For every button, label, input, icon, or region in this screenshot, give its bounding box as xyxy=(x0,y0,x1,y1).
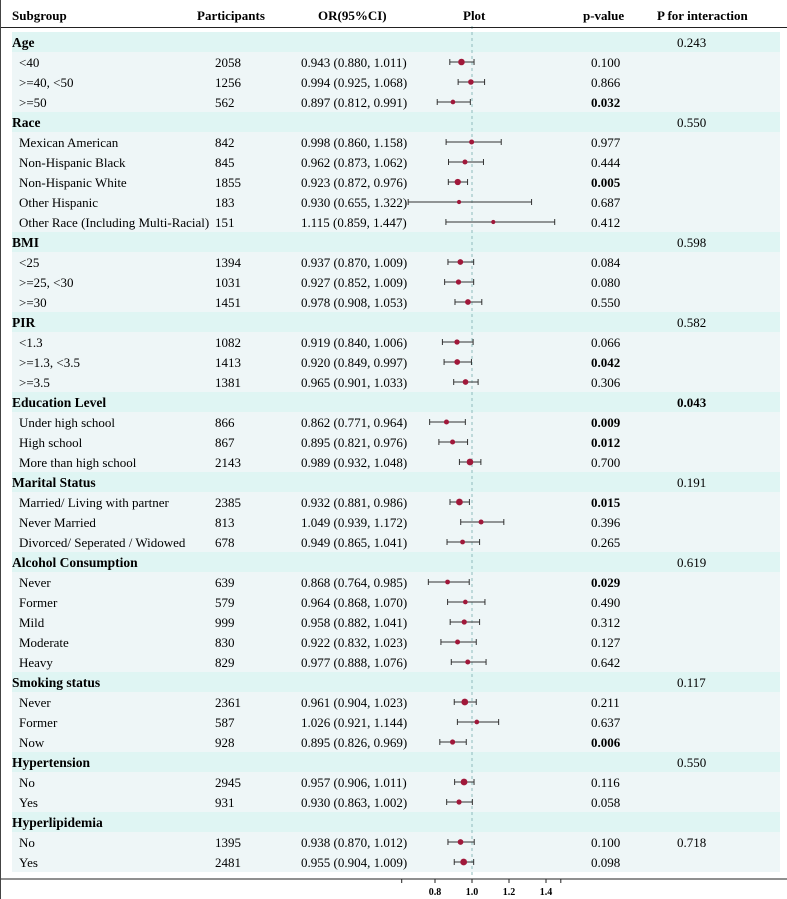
subgroup-label: Mild xyxy=(19,615,45,630)
participants-count: 1256 xyxy=(215,75,241,90)
participants-count: 931 xyxy=(215,795,235,810)
point-estimate xyxy=(451,100,456,105)
subgroup-label: Former xyxy=(19,595,58,610)
p-interaction: 0.582 xyxy=(677,315,707,330)
point-estimate xyxy=(455,179,461,185)
point-estimate xyxy=(461,779,468,786)
subgroup-label: Now xyxy=(19,735,45,750)
point-estimate xyxy=(445,580,450,585)
p-value: 0.490 xyxy=(591,595,621,610)
or-ci-text: 0.965 (0.901, 1.033) xyxy=(301,375,408,390)
p-value: 0.100 xyxy=(591,835,621,850)
or-ci-text: 0.868 (0.764, 0.985) xyxy=(301,575,408,590)
group-title: Smoking status xyxy=(12,675,101,690)
group-band xyxy=(12,752,780,772)
header-pvalue: p-value xyxy=(583,8,625,23)
participants-count: 2945 xyxy=(215,775,241,790)
point-estimate xyxy=(460,859,467,866)
or-ci-text: 0.930 (0.655, 1.322) xyxy=(301,195,408,210)
subgroup-label: No xyxy=(19,775,35,790)
or-ci-text: 0.895 (0.821, 0.976) xyxy=(301,435,408,450)
subgroup-label: Yes xyxy=(19,855,38,870)
p-interaction: 0.243 xyxy=(677,35,707,50)
participants-count: 1855 xyxy=(215,175,241,190)
point-estimate xyxy=(462,619,467,624)
group-title: Hyperlipidemia xyxy=(12,815,103,830)
subgroup-label: Former xyxy=(19,715,58,730)
x-tick-label: 0.8 xyxy=(428,887,442,898)
group-band xyxy=(12,812,780,832)
or-ci-text: 0.862 (0.771, 0.964) xyxy=(301,415,408,430)
p-value: 0.412 xyxy=(591,215,621,230)
p-value: 0.058 xyxy=(591,795,621,810)
participants-count: 845 xyxy=(215,155,235,170)
p-value: 0.006 xyxy=(591,735,621,750)
participants-count: 829 xyxy=(215,655,235,670)
participants-count: 183 xyxy=(215,195,235,210)
participants-count: 2481 xyxy=(215,855,241,870)
participants-count: 1394 xyxy=(215,255,241,270)
group-title: Marital Status xyxy=(12,475,96,490)
or-ci-text: 0.958 (0.882, 1.041) xyxy=(301,615,408,630)
subgroup-label: <1.3 xyxy=(19,335,43,350)
p-interaction: 0.619 xyxy=(677,555,707,570)
subgroup-label: High school xyxy=(19,435,83,450)
participants-count: 928 xyxy=(215,735,235,750)
group-title: Race xyxy=(12,115,41,130)
participants-count: 579 xyxy=(215,595,235,610)
point-estimate xyxy=(467,459,474,466)
participants-count: 1413 xyxy=(215,355,241,370)
header-pinteraction: P for interaction xyxy=(657,8,748,23)
header-row xyxy=(12,8,749,23)
or-ci-text: 0.938 (0.870, 1.012) xyxy=(301,835,408,850)
participants-count: 842 xyxy=(215,135,235,150)
participants-count: 2361 xyxy=(215,695,241,710)
x-tick-label: 1.4 xyxy=(539,887,553,898)
p-interaction: 0.718 xyxy=(677,835,707,850)
p-interaction: 0.043 xyxy=(677,395,707,410)
point-estimate xyxy=(455,639,460,644)
point-estimate xyxy=(450,439,455,444)
point-estimate xyxy=(465,659,470,664)
subgroup-label: >=25, <30 xyxy=(19,275,74,290)
or-ci-text: 0.932 (0.881, 0.986) xyxy=(301,495,408,510)
point-estimate xyxy=(444,419,449,424)
group-title: Age xyxy=(12,35,35,50)
participants-count: 1381 xyxy=(215,375,241,390)
or-ci-text: 0.978 (0.908, 1.053) xyxy=(301,295,408,310)
point-estimate xyxy=(456,499,463,506)
p-value: 0.127 xyxy=(591,635,621,650)
p-interaction: 0.550 xyxy=(677,115,707,130)
subgroup-label: >=1.3, <3.5 xyxy=(19,355,80,370)
or-ci-text: 0.922 (0.832, 1.023) xyxy=(301,635,408,650)
p-value: 0.306 xyxy=(591,375,621,390)
subgroup-label: Heavy xyxy=(19,655,53,670)
participants-count: 151 xyxy=(215,215,235,230)
or-ci-text: 0.927 (0.852, 1.009) xyxy=(301,275,408,290)
point-estimate xyxy=(468,79,474,85)
group-title: BMI xyxy=(12,235,39,250)
p-value: 0.550 xyxy=(591,295,621,310)
p-value: 0.687 xyxy=(591,195,621,210)
subgroup-label: No xyxy=(19,835,35,850)
or-ci-text: 0.949 (0.865, 1.041) xyxy=(301,535,408,550)
participants-count: 830 xyxy=(215,635,235,650)
participants-count: 867 xyxy=(215,435,235,450)
point-estimate xyxy=(469,139,474,144)
participants-count: 813 xyxy=(215,515,235,530)
subgroup-label: <40 xyxy=(19,55,40,70)
p-value: 0.015 xyxy=(591,495,621,510)
x-tick-label: 1.2 xyxy=(502,887,516,898)
subgroup-label: Never xyxy=(19,575,51,590)
group-title: Education Level xyxy=(12,395,107,410)
subgroup-label: Non-Hispanic White xyxy=(19,175,127,190)
participants-count: 1451 xyxy=(215,295,241,310)
p-value: 0.265 xyxy=(591,535,621,550)
subgroup-label: More than high school xyxy=(19,455,137,470)
subgroup-label: Married/ Living with partner xyxy=(19,495,169,510)
header-subgroup: Subgroup xyxy=(12,8,67,23)
p-value: 0.098 xyxy=(591,855,621,870)
or-ci-text: 0.964 (0.868, 1.070) xyxy=(301,595,408,610)
point-estimate xyxy=(457,200,461,204)
p-value: 0.396 xyxy=(591,515,621,530)
point-estimate xyxy=(465,299,471,305)
p-value: 0.444 xyxy=(591,155,621,170)
point-estimate xyxy=(463,600,468,605)
participants-count: 999 xyxy=(215,615,235,630)
p-value: 0.100 xyxy=(591,55,621,70)
point-estimate xyxy=(462,159,467,164)
or-ci-text: 0.897 (0.812, 0.991) xyxy=(301,95,408,110)
group-title: PIR xyxy=(12,315,36,330)
point-estimate xyxy=(456,799,461,804)
group-band xyxy=(12,232,780,252)
participants-count: 678 xyxy=(215,535,235,550)
p-interaction: 0.117 xyxy=(677,675,706,690)
subgroup-label: <25 xyxy=(19,255,40,270)
p-value: 0.009 xyxy=(591,415,621,430)
subgroup-label: Under high school xyxy=(19,415,116,430)
or-ci-text: 0.955 (0.904, 1.009) xyxy=(301,855,408,870)
participants-count: 1395 xyxy=(215,835,241,850)
point-estimate xyxy=(491,220,495,224)
or-ci-text: 1.115 (0.859, 1.447) xyxy=(301,215,407,230)
participants-count: 639 xyxy=(215,575,235,590)
header-plot: Plot xyxy=(463,8,486,23)
p-value: 0.066 xyxy=(591,335,621,350)
p-value: 0.977 xyxy=(591,135,621,150)
participants-count: 562 xyxy=(215,95,235,110)
subgroup-label: >=30 xyxy=(19,295,47,310)
x-tick-label: 1.0 xyxy=(465,887,479,898)
subgroup-label: Never Married xyxy=(19,515,96,530)
p-interaction: 0.550 xyxy=(677,755,707,770)
point-estimate xyxy=(474,720,479,725)
participants-count: 1031 xyxy=(215,275,241,290)
p-interaction: 0.598 xyxy=(677,235,707,250)
or-ci-text: 0.962 (0.873, 1.062) xyxy=(301,155,408,170)
or-ci-text: 0.895 (0.826, 0.969) xyxy=(301,735,408,750)
point-estimate xyxy=(463,379,469,385)
or-ci-text: 0.919 (0.840, 1.006) xyxy=(301,335,408,350)
or-ci-text: 0.957 (0.906, 1.011) xyxy=(301,775,407,790)
point-estimate xyxy=(450,739,455,744)
p-value: 0.211 xyxy=(591,695,620,710)
p-value: 0.080 xyxy=(591,275,621,290)
group-band xyxy=(12,392,780,412)
point-estimate xyxy=(454,359,460,365)
point-estimate xyxy=(457,259,463,265)
or-ci-text: 0.998 (0.860, 1.158) xyxy=(301,135,408,150)
or-ci-text: 0.961 (0.904, 1.023) xyxy=(301,695,408,710)
or-ci-text: 0.994 (0.925, 1.068) xyxy=(301,75,408,90)
participants-count: 2385 xyxy=(215,495,241,510)
subgroup-label: Never xyxy=(19,695,51,710)
p-value: 0.637 xyxy=(591,715,621,730)
subgroup-label: Moderate xyxy=(19,635,69,650)
p-value: 0.032 xyxy=(591,95,621,110)
point-estimate xyxy=(454,339,459,344)
group-band xyxy=(12,672,780,692)
point-estimate xyxy=(460,540,465,545)
p-value: 0.012 xyxy=(591,435,621,450)
p-value: 0.642 xyxy=(591,655,621,670)
point-estimate xyxy=(479,519,484,524)
subgroup-label: Non-Hispanic Black xyxy=(19,155,126,170)
participants-count: 2143 xyxy=(215,455,241,470)
p-value: 0.866 xyxy=(591,75,621,90)
or-ci-text: 0.989 (0.932, 1.048) xyxy=(301,455,408,470)
p-value: 0.029 xyxy=(591,575,621,590)
group-band xyxy=(12,32,780,52)
subgroup-label: >=3.5 xyxy=(19,375,50,390)
group-title: Hypertension xyxy=(12,755,91,770)
or-ci-text: 0.937 (0.870, 1.009) xyxy=(301,255,408,270)
participants-count: 2058 xyxy=(215,55,241,70)
header-or: OR(95%CI) xyxy=(318,8,387,23)
header-participants: Participants xyxy=(197,8,265,23)
or-ci-text: 0.923 (0.872, 0.976) xyxy=(301,175,408,190)
or-ci-text: 1.049 (0.939, 1.172) xyxy=(301,515,408,530)
or-ci-text: 0.977 (0.888, 1.076) xyxy=(301,655,408,670)
point-estimate xyxy=(458,59,465,66)
group-band xyxy=(12,472,780,492)
point-estimate xyxy=(456,279,461,284)
participants-count: 866 xyxy=(215,415,235,430)
group-band xyxy=(12,312,780,332)
point-estimate xyxy=(458,839,464,845)
or-ci-text: 1.026 (0.921, 1.144) xyxy=(301,715,408,730)
group-title: Alcohol Consumption xyxy=(12,555,138,570)
subgroup-label: Mexican American xyxy=(19,135,119,150)
subgroup-label: Divorced/ Seperated / Widowed xyxy=(19,535,186,550)
or-ci-text: 0.930 (0.863, 1.002) xyxy=(301,795,408,810)
p-value: 0.005 xyxy=(591,175,621,190)
or-ci-text: 0.920 (0.849, 0.997) xyxy=(301,355,408,370)
subgroup-label: Other Hispanic xyxy=(19,195,99,210)
or-ci-text: 0.943 (0.880, 1.011) xyxy=(301,55,407,70)
subgroup-label: Other Race (Including Multi-Racial) xyxy=(19,215,210,230)
point-estimate xyxy=(461,699,468,706)
p-value: 0.700 xyxy=(591,455,621,470)
group-band xyxy=(12,112,780,132)
p-interaction: 0.191 xyxy=(677,475,707,490)
participants-count: 1082 xyxy=(215,335,241,350)
subgroup-label: >=40, <50 xyxy=(19,75,74,90)
subgroup-label: >=50 xyxy=(19,95,47,110)
subgroup-label: Yes xyxy=(19,795,38,810)
p-value: 0.084 xyxy=(591,255,621,270)
p-value: 0.042 xyxy=(591,355,621,370)
p-value: 0.312 xyxy=(591,615,621,630)
participants-count: 587 xyxy=(215,715,235,730)
p-value: 0.116 xyxy=(591,775,620,790)
